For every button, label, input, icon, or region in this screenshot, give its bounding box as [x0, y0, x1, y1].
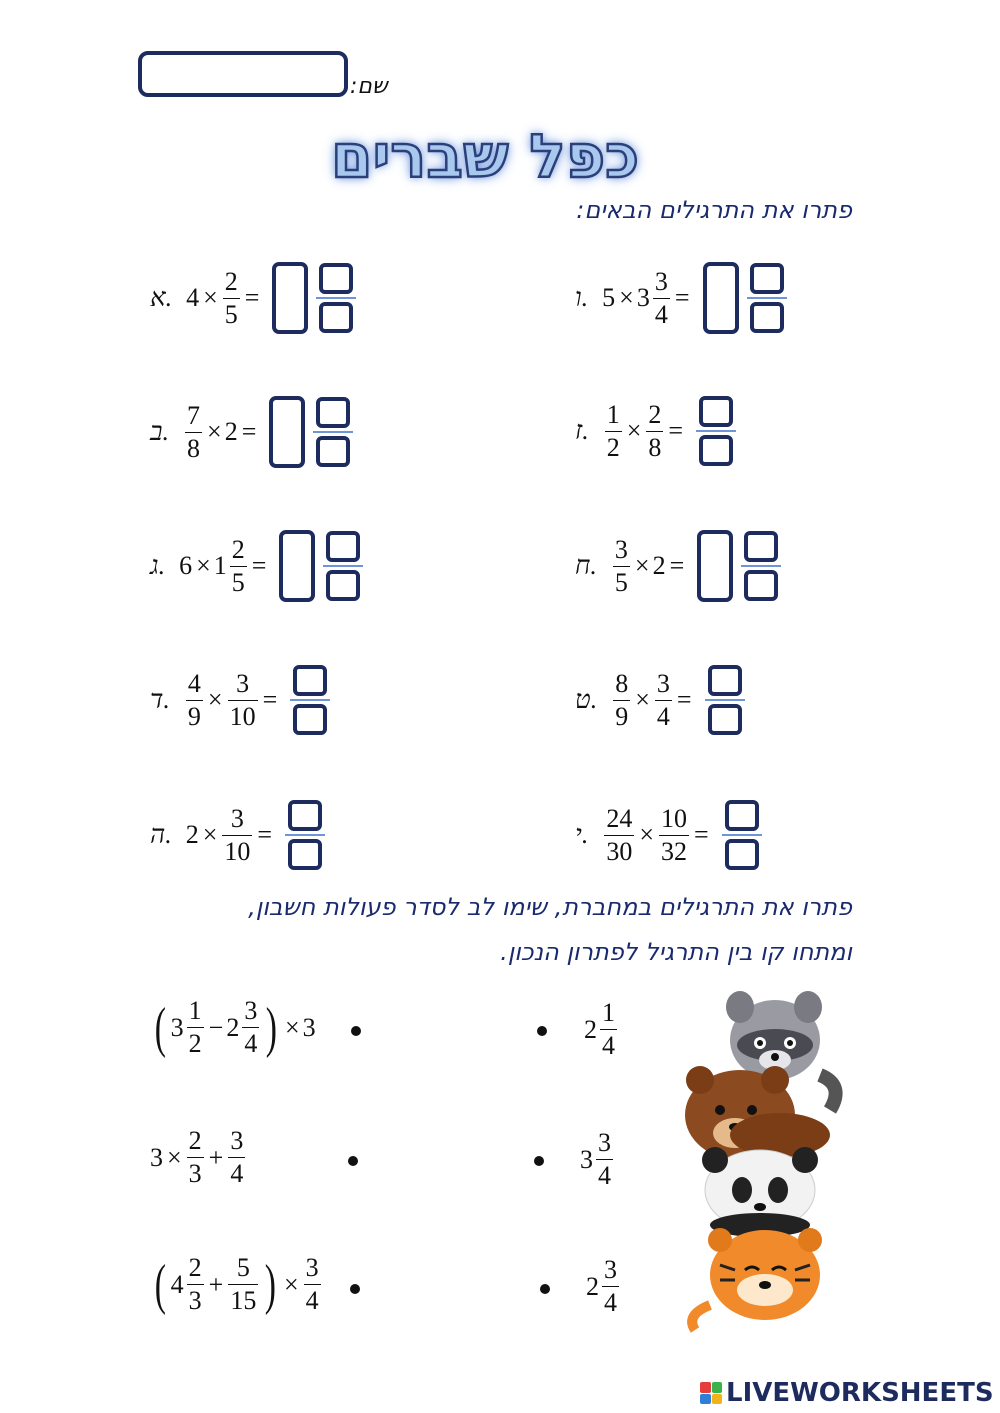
- exercise-label: ד.: [150, 685, 170, 714]
- operator: +: [208, 1269, 224, 1299]
- fraction: [223, 266, 240, 329]
- number: 3: [150, 1142, 163, 1172]
- numerator: 2: [224, 266, 238, 296]
- fraction: [187, 1128, 204, 1187]
- answer-denominator-input[interactable]: [293, 704, 327, 735]
- fraction: [613, 668, 630, 731]
- fraction: [602, 1257, 619, 1316]
- operator: ×: [284, 1012, 300, 1042]
- liveworksheets-logo: [700, 1378, 994, 1408]
- numerator: 3: [230, 803, 244, 833]
- exercise-label: ג.: [150, 551, 166, 580]
- answer-mixed-number: [697, 530, 781, 602]
- fraction-bar: [705, 699, 745, 701]
- exercise-label: ט.: [575, 685, 598, 714]
- answer-whole-input[interactable]: [697, 530, 733, 602]
- answer-denominator-input[interactable]: [708, 704, 742, 735]
- bear-icon: [685, 1066, 830, 1160]
- numerator: 1: [606, 399, 620, 429]
- bracket: (: [154, 1253, 166, 1316]
- exercise-j: [575, 800, 762, 870]
- denominator: 15: [230, 1286, 257, 1315]
- answer-fraction: [722, 800, 762, 870]
- number: 3: [302, 1012, 316, 1042]
- answer-numerator-input[interactable]: [288, 800, 322, 831]
- fraction-bar: [722, 834, 762, 836]
- match-left-dot[interactable]: [350, 1284, 360, 1294]
- answer-denominator-input[interactable]: [316, 436, 350, 467]
- fraction: [659, 803, 689, 866]
- operator: =: [257, 820, 273, 849]
- answer-fraction-group: [722, 800, 762, 870]
- denominator: 4: [654, 299, 668, 329]
- operator: ×: [202, 820, 218, 849]
- denominator: 9: [187, 701, 201, 731]
- operator: ×: [207, 685, 223, 714]
- fraction: [600, 1000, 617, 1059]
- fraction-bar: [290, 699, 330, 701]
- exercise-h: [575, 530, 781, 602]
- fraction: [605, 399, 622, 462]
- answer-numerator-input[interactable]: [316, 397, 350, 428]
- exercise-c: [150, 530, 363, 602]
- exercise-d: [150, 665, 330, 735]
- fraction: [185, 400, 202, 463]
- instruction-line-2: ומתחו קו בין התרגיל לפתרון הנכון.: [500, 938, 852, 966]
- denominator: 30: [606, 836, 633, 866]
- numerator: 3: [654, 266, 668, 296]
- numerator: 10: [661, 803, 687, 833]
- mixed-whole: 2: [586, 1271, 599, 1301]
- answer-denominator-input[interactable]: [288, 839, 322, 870]
- instruction-text: פתרו את התרגילים הבאים:: [576, 196, 852, 224]
- fraction: [187, 1255, 204, 1314]
- answer-fraction: [696, 396, 736, 466]
- answer-denominator-input[interactable]: [744, 570, 778, 601]
- numerator: 3: [614, 534, 628, 564]
- mixed-whole: 4: [170, 1269, 184, 1299]
- answer-denominator-input[interactable]: [750, 302, 784, 333]
- match-right-dot[interactable]: [540, 1284, 550, 1294]
- numerator: 3: [244, 996, 258, 1025]
- operator: =: [262, 685, 278, 714]
- mixed-whole: 3: [170, 1012, 184, 1042]
- bracket: ): [266, 996, 278, 1059]
- denominator: 10: [224, 836, 251, 866]
- operator: ×: [634, 551, 650, 580]
- match-right-answer: [584, 1000, 619, 1059]
- fraction-bar: [285, 834, 325, 836]
- denominator: 2: [606, 432, 620, 462]
- mixed-whole: 2: [584, 1014, 597, 1044]
- numerator: 4: [187, 668, 201, 698]
- fraction: [655, 668, 672, 731]
- fraction-bar: [696, 430, 736, 432]
- fraction-bar: [741, 565, 781, 567]
- number: 2: [224, 417, 238, 446]
- operator: ×: [283, 1269, 299, 1299]
- answer-fraction-group: [323, 531, 363, 601]
- numerator: 7: [187, 400, 201, 430]
- number: 5: [602, 283, 616, 312]
- exercise-b: [150, 396, 353, 468]
- numerator: 1: [602, 998, 615, 1027]
- exercise-g: [575, 396, 736, 466]
- numerator: 1: [188, 996, 202, 1025]
- operator: −: [208, 1012, 224, 1042]
- numerator: 8: [615, 668, 629, 698]
- numerator: 3: [604, 1255, 617, 1284]
- fraction-bar: [313, 431, 353, 433]
- fraction: [230, 534, 247, 597]
- denominator: 2: [188, 1029, 202, 1058]
- operator: =: [669, 551, 685, 580]
- match-left-expression: [150, 1128, 247, 1187]
- exercise-a: [150, 262, 356, 334]
- fraction: [222, 803, 252, 866]
- answer-denominator-input[interactable]: [319, 302, 353, 333]
- exercise-label: ה.: [150, 820, 172, 849]
- mixed-whole: 2: [226, 1012, 240, 1042]
- operator: ×: [196, 551, 211, 580]
- numerator: 2: [188, 1126, 202, 1155]
- bracket: ): [265, 1253, 277, 1316]
- fraction: [228, 1128, 245, 1187]
- fraction: [646, 399, 663, 462]
- operator: +: [208, 1142, 224, 1172]
- fraction-bar: [323, 565, 363, 567]
- answer-whole-input[interactable]: [272, 262, 308, 334]
- denominator: 8: [648, 432, 662, 462]
- exercise-f: [575, 262, 787, 334]
- denominator: 4: [604, 1288, 617, 1317]
- answer-whole-input[interactable]: [269, 396, 305, 468]
- match-right-dot[interactable]: [534, 1156, 544, 1166]
- instruction-line-1: פתרו את התרגילים במחברת, שימו לב לסדר פעולות חשבון,: [248, 893, 852, 921]
- operator: ×: [635, 685, 650, 714]
- fraction: [187, 998, 204, 1057]
- denominator: 9: [615, 701, 629, 731]
- answer-numerator-input[interactable]: [725, 800, 759, 831]
- denominator: 3: [188, 1286, 202, 1315]
- answer-fraction-group: [290, 665, 330, 735]
- exercise-label: ח.: [575, 551, 597, 580]
- numerator: 3: [656, 668, 670, 698]
- answer-fraction: [285, 800, 325, 870]
- fraction: [653, 266, 670, 329]
- fraction-bar: [316, 297, 356, 299]
- page-title: כפל שברים: [330, 122, 640, 192]
- denominator: 4: [602, 1031, 615, 1060]
- answer-numerator-input[interactable]: [699, 396, 733, 427]
- fraction: [228, 1255, 258, 1314]
- operator: =: [241, 417, 257, 446]
- numerator: 24: [606, 803, 633, 833]
- denominator: 4: [598, 1161, 611, 1190]
- operator: ×: [626, 416, 642, 445]
- fraction-bar: [747, 297, 787, 299]
- name-label: שם:: [350, 74, 388, 99]
- operator: =: [676, 685, 692, 714]
- operator: =: [251, 551, 267, 580]
- exercise-label: י.: [575, 820, 589, 849]
- answer-denominator-input[interactable]: [725, 839, 759, 870]
- match-right-answer: [586, 1257, 621, 1316]
- denominator: 5: [231, 567, 245, 597]
- denominator: 8: [187, 433, 201, 463]
- bracket: (: [154, 996, 166, 1059]
- answer-fraction-group: [316, 263, 356, 333]
- answer-fraction-group: [285, 800, 325, 870]
- match-right-answer: [580, 1130, 615, 1189]
- answer-denominator-input[interactable]: [699, 435, 733, 466]
- exercise-label: א.: [150, 283, 173, 312]
- answer-mixed-number: [703, 262, 787, 334]
- answer-denominator-input[interactable]: [326, 570, 360, 601]
- number: 4: [186, 283, 200, 312]
- operator: ×: [639, 820, 654, 849]
- answer-numerator-input[interactable]: [293, 665, 327, 696]
- denominator: 4: [305, 1286, 319, 1315]
- fraction: [596, 1130, 613, 1189]
- numerator: 2: [648, 399, 662, 429]
- answer-whole-input[interactable]: [279, 530, 315, 602]
- name-input[interactable]: [138, 51, 348, 97]
- answer-fraction-group: [747, 263, 787, 333]
- tiger-icon: [692, 1228, 822, 1330]
- match-left-expression: [150, 998, 317, 1057]
- numerator: 3: [236, 668, 250, 698]
- operator: =: [244, 283, 260, 312]
- answer-numerator-input[interactable]: [326, 531, 360, 562]
- fraction: [228, 668, 258, 731]
- answer-fraction: [705, 665, 745, 735]
- answer-mixed-number: [279, 530, 363, 602]
- denominator: 4: [656, 701, 670, 731]
- logo-grid-icon: [700, 1382, 722, 1404]
- denominator: 4: [244, 1029, 258, 1058]
- match-left-dot[interactable]: [351, 1026, 361, 1036]
- logo-text: LIVEWORKSHEETS: [726, 1378, 994, 1408]
- number: 2: [185, 820, 199, 849]
- number: 2: [652, 551, 666, 580]
- numerator: 3: [305, 1253, 319, 1282]
- panda-icon: [702, 1147, 818, 1237]
- denominator: 32: [661, 836, 687, 866]
- animal-stack-illustration: [680, 985, 850, 1335]
- exercise-i: [575, 665, 745, 735]
- answer-fraction: [290, 665, 330, 735]
- answer-whole-input[interactable]: [703, 262, 739, 334]
- mixed-whole: 3: [636, 283, 650, 312]
- denominator: 4: [230, 1159, 244, 1188]
- mixed-whole: 3: [580, 1144, 593, 1174]
- fraction: [242, 998, 259, 1057]
- operator: =: [674, 283, 690, 312]
- fraction: [604, 803, 634, 866]
- answer-numerator-input[interactable]: [750, 263, 784, 294]
- mixed-whole: 1: [213, 551, 227, 580]
- match-left-dot[interactable]: [348, 1156, 358, 1166]
- answer-fraction-group: [705, 665, 745, 735]
- numerator: 5: [236, 1253, 250, 1282]
- operator: ×: [203, 283, 218, 312]
- operator: ×: [207, 417, 222, 446]
- answer-numerator-input[interactable]: [319, 263, 353, 294]
- answer-numerator-input[interactable]: [708, 665, 742, 696]
- answer-mixed-number: [272, 262, 356, 334]
- numerator: 2: [188, 1253, 202, 1282]
- match-left-expression: [150, 1255, 323, 1314]
- denominator: 5: [224, 299, 238, 329]
- exercise-label: ז.: [575, 416, 589, 445]
- numerator: 3: [598, 1128, 611, 1157]
- exercise-label: ב.: [150, 417, 170, 446]
- fraction: [186, 668, 203, 731]
- fraction: [613, 534, 630, 597]
- numerator: 3: [230, 1126, 244, 1155]
- operator: ×: [167, 1142, 182, 1172]
- exercise-e: [150, 800, 325, 870]
- answer-numerator-input[interactable]: [744, 531, 778, 562]
- answer-fraction-group: [696, 396, 736, 466]
- denominator: 3: [188, 1159, 202, 1188]
- numerator: 2: [231, 534, 245, 564]
- exercise-label: ו.: [575, 283, 589, 312]
- answer-fraction-group: [741, 531, 781, 601]
- answer-fraction-group: [313, 397, 353, 467]
- fraction: [304, 1255, 321, 1314]
- match-right-dot[interactable]: [537, 1026, 547, 1036]
- operator: ×: [619, 283, 634, 312]
- number: 6: [179, 551, 193, 580]
- answer-mixed-number: [269, 396, 353, 468]
- denominator: 5: [614, 567, 628, 597]
- operator: =: [694, 820, 709, 849]
- operator: =: [668, 416, 684, 445]
- denominator: 10: [229, 701, 256, 731]
